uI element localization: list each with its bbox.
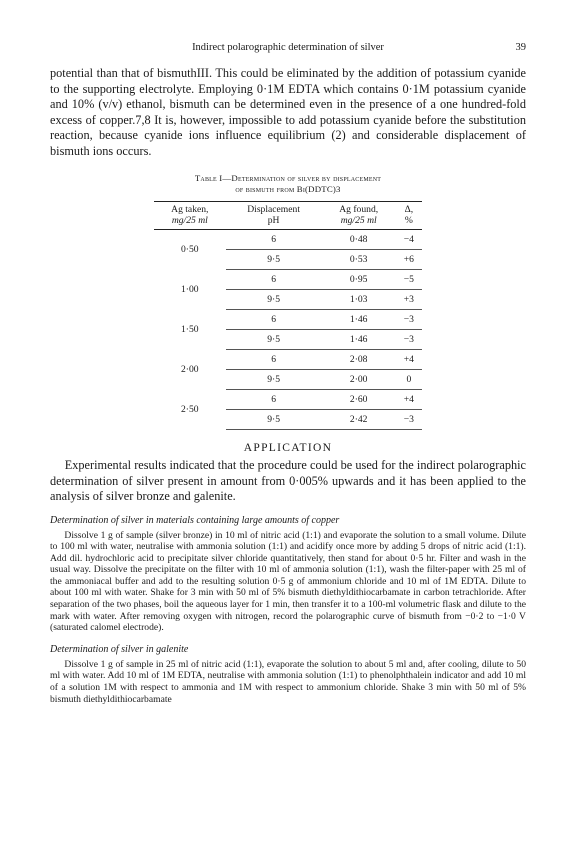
page-number: 39 (515, 42, 526, 53)
col-header-delta: Δ, % (396, 202, 422, 230)
cell-ph: 9·5 (226, 330, 322, 350)
cell-ag-found: 1·46 (322, 330, 396, 350)
cell-ph: 6 (226, 310, 322, 330)
cell-delta: −4 (396, 230, 422, 250)
cell-ag-found: 2·42 (322, 410, 396, 430)
cell-ag-taken: 2·50 (181, 404, 199, 415)
cell-delta: +3 (396, 290, 422, 310)
paragraph-application: Experimental results indicated that the procedure could be used for the indirect polarographic determination of silver present in amount from 0·005% upwards and it has been applied to the analysis of silver bronze and galenite. (50, 458, 526, 503)
cell-ag-taken: 0·50 (181, 244, 199, 256)
cell-delta: 0 (396, 370, 422, 390)
cell-delta: −5 (396, 270, 422, 290)
cell-ag-found: 2·08 (322, 350, 396, 370)
procedure-copper: Dissolve 1 g of sample (silver bronze) in 10 ml of nitric acid (1:1) and evaporate the solution to a small volume. Dilute to 100 ml with water, neutralise with ammonia solution (1:1) and acidify once more by adding 5 drops of nitric acid (1:1). Add dil. hydrochloric acid to precipitate silver chloride quantitatively, then stand for about 0·5 hr. Filter and wash in the usual way. Dissolve the precipitate on the filter with 10 ml of ammonia solution (1:1), wash the filter-paper with 25 ml of the ammoniacal buffer and add to the resulting solution 0·5 g of ammonium chloride and 10 ml of 1M EDTA. Dilute to about 100 ml with water. Shake for 3 min with 50 ml of 5% bismuth diethyldithiocarbamate in carbon tetrachloride. After separation of the two phases, boil the aqueous layer for 1 min, then transfer it to a 100-ml volumetric flask and dilute to the mark with water. After removing oxygen with nitrogen, record the polarographic curve of bismuth from −0·2 to −1·0 V (saturated calomel electrode). (50, 529, 526, 634)
subsection-heading-galenite: Determination of silver in galenite (50, 643, 189, 655)
table-row (154, 310, 422, 330)
cell-ph: 9·5 (226, 410, 322, 430)
running-header (50, 40, 526, 60)
cell-ag-found: 1·03 (322, 290, 396, 310)
section-heading-application: APPLICATION (243, 442, 333, 454)
cell-ph: 6 (226, 270, 322, 290)
paragraph-intro: potential than that of bismuthIII. This could be eliminated by the addition of potassium cyanide to the supporting electrolyte. Employing 0·1M EDTA which contains 0·1M potassium cyanide and 10% (v/v) ethanol, bismuth can be determined even in the presence of a one hundred-fold excess of copper.7,8 It is, however, impossible to add potassium cyanide before the substitution reaction, because cyanide ions influence equilibrium (2) and considerable displacement of bismuth ions occurs. (50, 66, 526, 158)
table-caption-line2: of bismuth from Bi(DDTC)3 (235, 184, 341, 194)
col-header-ag-taken: Ag taken, mg/25 ml (154, 202, 226, 230)
cell-ag-taken: 1·00 (181, 284, 199, 295)
cell-ph: 6 (226, 390, 322, 410)
cell-delta: +4 (396, 390, 422, 410)
cell-ph: 9·5 (226, 370, 322, 390)
cell-ph: 9·5 (226, 250, 322, 270)
cell-ph: 6 (226, 230, 322, 250)
cell-ag-found: 1·46 (322, 310, 396, 330)
cell-ag-found: 0·95 (322, 270, 396, 290)
cell-delta: −3 (396, 310, 422, 330)
page (50, 40, 526, 705)
table-caption (110, 173, 466, 195)
col-header-ag-found: Ag found, mg/25 ml (322, 202, 396, 230)
table-row (154, 270, 422, 290)
cell-delta: +4 (396, 350, 422, 370)
results-table (154, 201, 422, 430)
cell-ag-found: 2·60 (322, 390, 396, 410)
table-row (154, 230, 422, 250)
cell-ag-found: 0·48 (322, 230, 396, 250)
cell-ph: 9·5 (226, 290, 322, 310)
cell-ag-found: 2·00 (322, 370, 396, 390)
cell-delta: −3 (396, 410, 422, 430)
procedure-galenite: Dissolve 1 g of sample in 25 ml of nitric acid (1:1), evaporate the solution to about 5 ml and, after cooling, dilute to 50 ml with water. Add 10 ml of 1M EDTA, neutralise with ammonia solution (1:1) to phenolphthalein indicator and add 10 ml of a solution 1M with respect to ammonia and 1M with respect to ammonium chloride. Shake 3 min with 50 ml of 5% bismuth diethyldithiocarbamate (50, 658, 526, 705)
cell-ag-taken: 2·00 (181, 364, 199, 375)
cell-ph: 6 (226, 350, 322, 370)
subsection-heading-copper: Determination of silver in materials containing large amounts of copper (50, 514, 340, 526)
cell-ag-found: 0·53 (322, 250, 396, 270)
cell-delta: −3 (396, 330, 422, 350)
table-row (154, 350, 422, 370)
running-title: Indirect polarographic determination of silver (192, 42, 384, 53)
table-header-row (154, 202, 422, 230)
col-header-ph: Displacement pH (226, 202, 322, 230)
cell-ag-taken: 1·50 (181, 324, 199, 335)
table-row (154, 390, 422, 410)
table-caption-line1: Table I—Determination of silver by displacement (194, 173, 382, 183)
cell-delta: +6 (396, 250, 422, 270)
